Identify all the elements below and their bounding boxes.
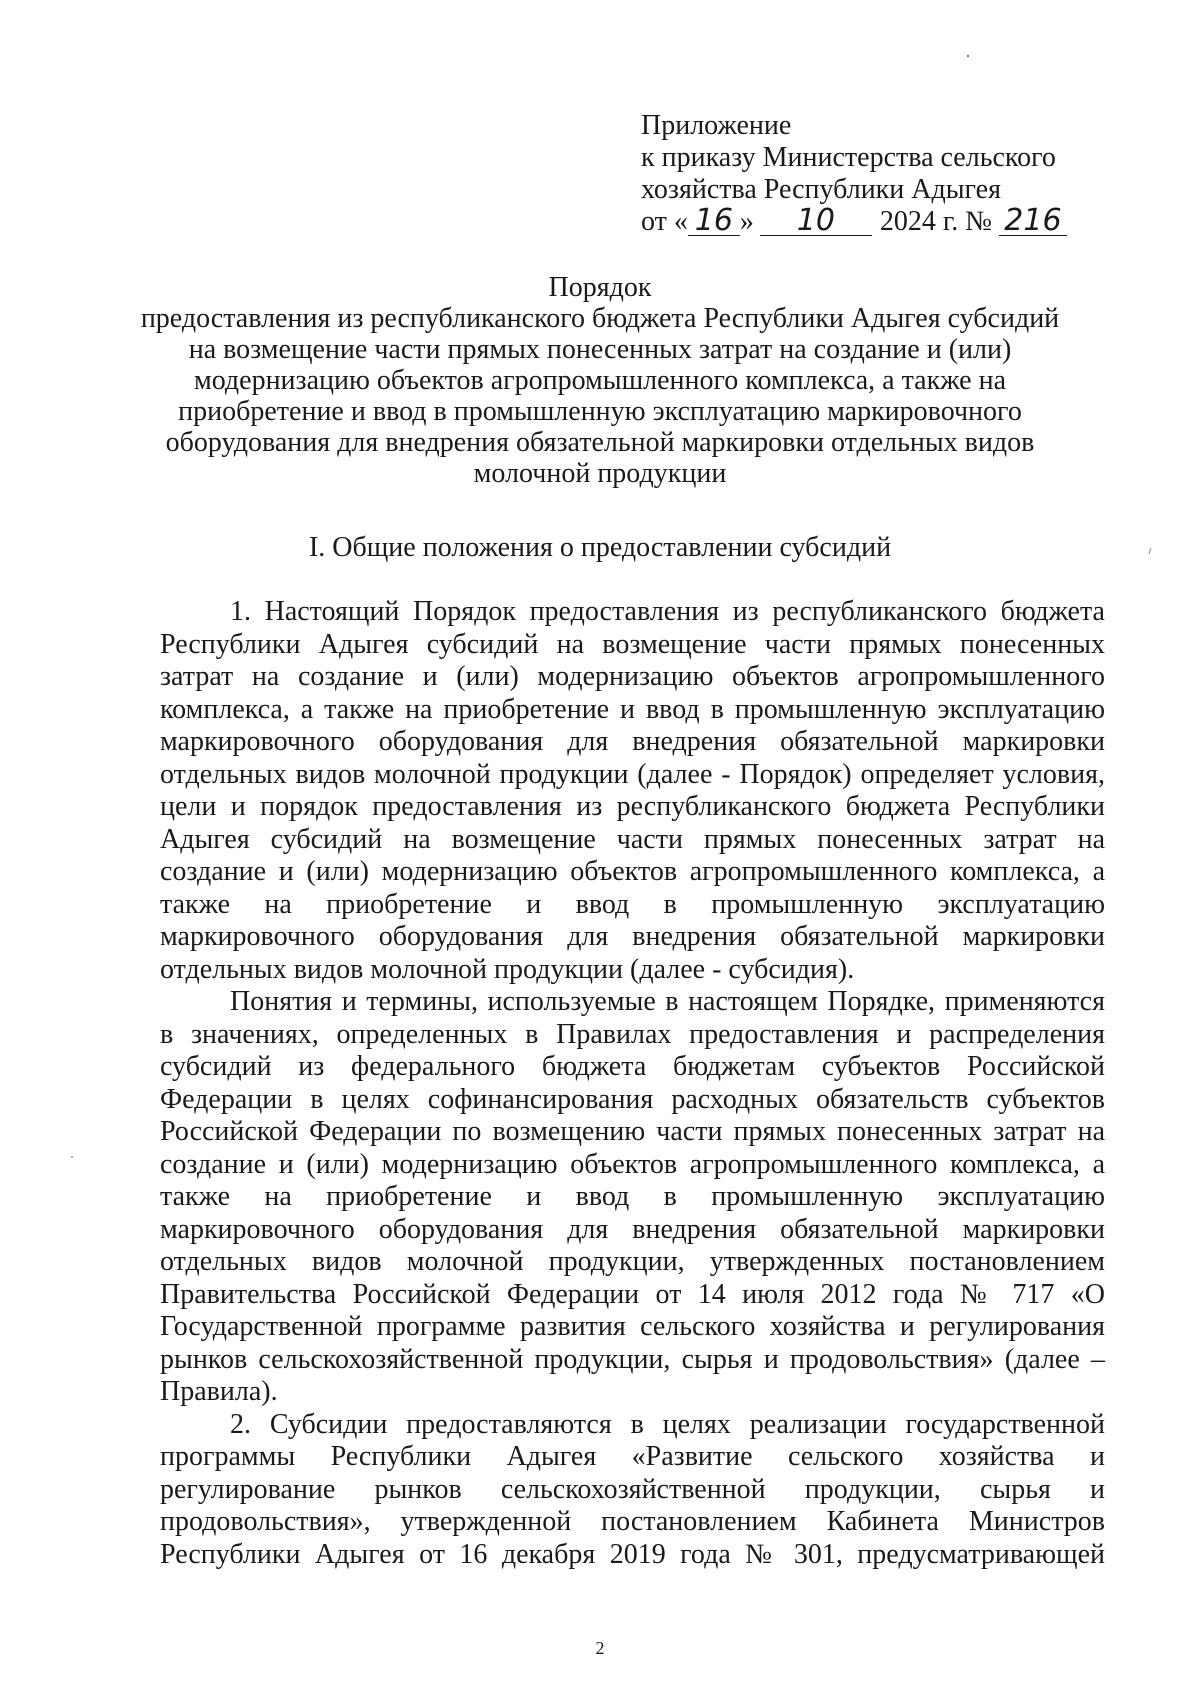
text-line: в значениях, определенных в Правилах предоставления и распределения xyxy=(160,1018,1105,1050)
handwritten-order-number: 216 xyxy=(999,207,1067,236)
appendix-header xyxy=(641,110,1111,238)
text-line: 2. Субсидии предоставляются в целях реализации государственной xyxy=(230,1408,1105,1440)
text-line: цели и порядок предоставления из республиканского бюджета Республики xyxy=(160,791,1105,822)
text-line: Российской Федерации по возмещению части прямых понесенных затрат на xyxy=(160,1116,1105,1147)
text-line: Правила). xyxy=(160,1376,278,1407)
text-line: Понятия и термины, используемые в настоящем Порядке, применяются xyxy=(230,986,1105,1017)
text-line: отдельных видов молочной продукции (далее - Порядок) определяет условия, xyxy=(160,758,1105,790)
handwritten-day: 16 xyxy=(688,207,740,236)
paragraph-2 xyxy=(160,986,1105,1409)
title-line: молочной продукции xyxy=(473,458,727,489)
text-line: создание и (или) модернизацию объектов агропромышленного комплекса, а xyxy=(160,1148,1105,1180)
title-line: модернизацию объектов агропромышленного комплекса, а также на xyxy=(193,365,1007,396)
text-line: Республики Адыгея от 16 декабря 2019 года № 301, предусматривающей xyxy=(160,1538,1105,1570)
text-line: создание и (или) модернизацию объектов агропромышленного комплекса, а xyxy=(160,856,1105,887)
text-line: маркировочного оборудования для внедрения обязательной маркировки xyxy=(160,1213,1105,1245)
scan-speck xyxy=(1149,548,1151,554)
scan-speck xyxy=(967,55,969,57)
document-title xyxy=(130,272,1070,489)
text-line: комплекса, а также на приобретение и ввод в промышленную эксплуатацию xyxy=(160,693,1105,725)
date-prefix: от « xyxy=(641,206,688,237)
text-line: отдельных видов молочной продукции, утвержденных постановлением xyxy=(160,1246,1105,1277)
page-number: 2 xyxy=(595,1638,605,1658)
text-line: также на приобретение и ввод в промышленную эксплуатацию xyxy=(160,1181,1105,1212)
text-line: Федерации в целях софинансирования расходных обязательств субъектов xyxy=(160,1083,1105,1115)
title-line: предоставления из республиканского бюджета Республики Адыгея субсидий xyxy=(140,303,1060,334)
text-line: субсидий из федерального бюджета бюджетам субъектов Российской xyxy=(160,1051,1105,1082)
text-line: продовольствия», утвержденной постановлением Кабинета Министров xyxy=(160,1506,1105,1537)
handwritten-month: 10 xyxy=(760,207,872,236)
appendix-title: Приложение xyxy=(641,110,792,141)
text-line: маркировочного оборудования для внедрения обязательной маркировки xyxy=(160,921,1105,952)
text-line: программы Республики Адыгея «Развитие сельского хозяйства и xyxy=(160,1441,1105,1472)
text-line: затрат на создание и (или) модернизацию объектов агропромышленного xyxy=(160,661,1105,692)
section-heading: I. Общие положения о предоставлении субсидий xyxy=(308,532,892,563)
document-body xyxy=(160,596,1105,1571)
title-heading: Порядок xyxy=(548,272,652,303)
scan-speck xyxy=(71,1156,73,1158)
title-line: приобретение и ввод в промышленную эксплуатацию маркировочного xyxy=(178,396,1022,427)
title-line: оборудования для внедрения обязательной маркировки отдельных видов xyxy=(165,427,1035,458)
text-line: Правительства Российской Федерации от 14 июля 2012 года № 717 «О xyxy=(160,1278,1105,1310)
text-line: маркировочного оборудования для внедрения обязательной маркировки xyxy=(160,726,1105,757)
appendix-order-line: к приказу Министерства сельского xyxy=(641,142,1056,173)
text-line: отдельных видов молочной продукции (далее - субсидия). xyxy=(160,953,855,985)
appendix-date-line xyxy=(641,203,1111,238)
text-line: Государственной программе развития сельского хозяйства и регулирования xyxy=(160,1311,1105,1342)
date-mid: » xyxy=(739,206,754,237)
title-line: на возмещение части прямых понесенных затрат на создание и (или) xyxy=(188,334,1012,365)
text-line: Адыгея субсидий на возмещение части прямых понесенных затрат на xyxy=(160,823,1105,855)
text-line: рынков сельскохозяйственной продукции, сырья и продовольствия» (далее – xyxy=(160,1343,1105,1375)
date-year: 2024 г. № xyxy=(879,206,992,237)
paragraph-3 xyxy=(160,1409,1105,1572)
paragraph-1 xyxy=(160,596,1105,986)
appendix-ministry-line: хозяйства Республики Адыгея xyxy=(641,174,1001,205)
text-line: также на приобретение и ввод в промышленную эксплуатацию xyxy=(160,888,1105,920)
text-line: регулирование рынков сельскохозяйственной продукции, сырья и xyxy=(160,1473,1105,1505)
text-line: Республики Адыгея субсидий на возмещение части прямых понесенных xyxy=(160,628,1105,660)
text-line: 1. Настоящий Порядок предоставления из республиканского бюджета xyxy=(230,596,1105,627)
